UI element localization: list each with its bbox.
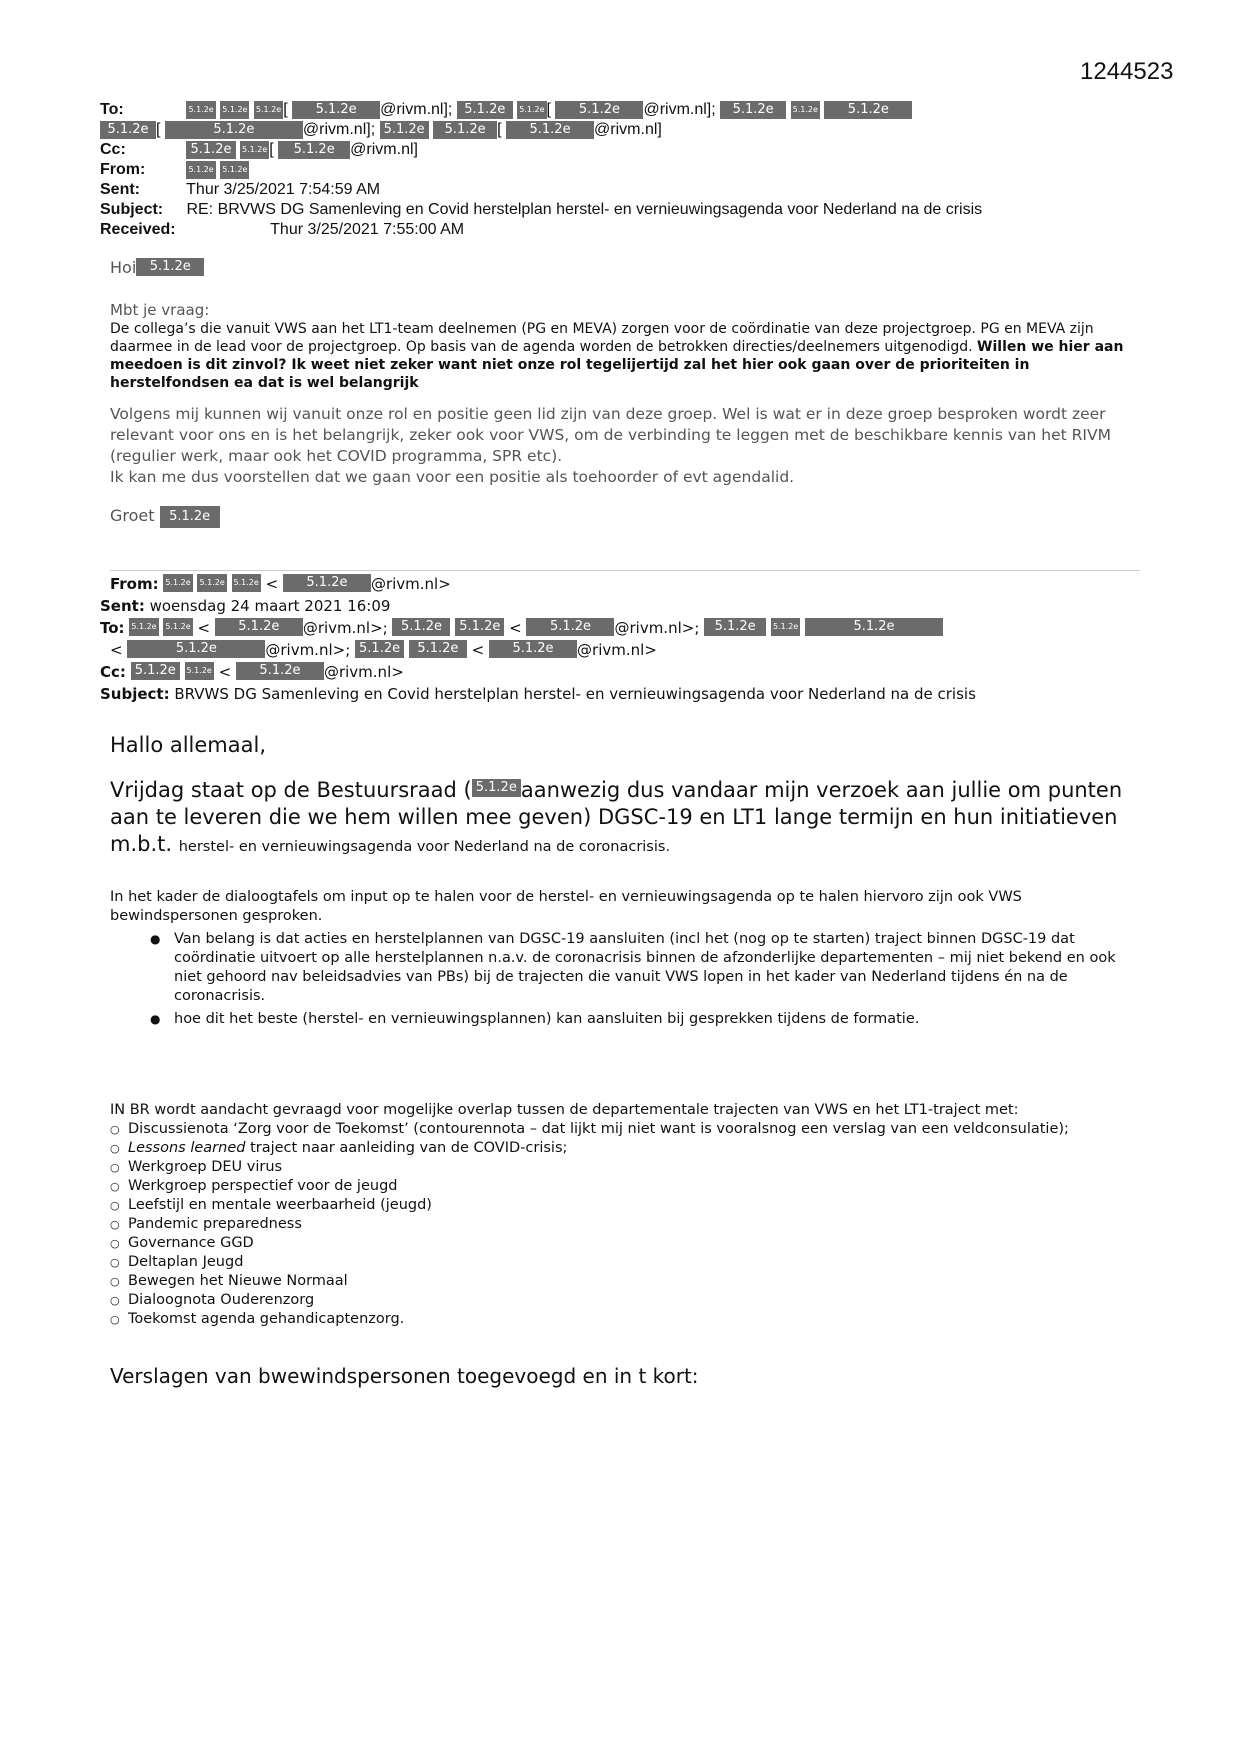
sent-label: Sent:: [100, 181, 140, 198]
angle-bracket: <: [471, 641, 485, 659]
redaction: 5.1.2e: [771, 618, 800, 636]
redaction: 5.1.2e: [186, 101, 215, 119]
question-intro: Mbt je vraag:: [110, 301, 210, 319]
angle-bracket: <: [509, 619, 522, 637]
redaction: 5.1.2e: [220, 101, 249, 119]
list-item: ○ Pandemic preparedness: [110, 1215, 1140, 1234]
redaction: 5.1.2e: [278, 141, 350, 159]
intro-text-b: aanwezig dus vandaar mijn verzoek aan jullie om punten aan te leveren die we hem willen mee geven) DGSC-19 en LT1 lange termijn en hun initiatieven m.b.t.: [110, 778, 1123, 856]
salutation: Hallo allemaal,: [110, 733, 267, 757]
redaction: 5.1.2e: [127, 640, 265, 658]
redaction: 5.1.2e: [254, 101, 283, 119]
fwd-sent-value: woensdag 24 maart 2021 16:09: [149, 597, 391, 615]
redaction: 5.1.2e: [186, 161, 215, 179]
redaction: 5.1.2e: [131, 662, 180, 680]
redaction: 5.1.2e: [555, 101, 643, 119]
cc-row: [100, 140, 982, 160]
redaction: 5.1.2e: [392, 618, 450, 636]
context-paragraph: In het kader de dialoogtafels om input op te halen voor de herstel- en vernieuwingsagenda op te halen hiervoro zijn ook VWS bewindspersonen gesproken.: [110, 889, 1022, 924]
received-value: Thur 3/25/2021 7:55:00 AM: [270, 221, 465, 238]
email-domain: @rivm.nl>;: [265, 641, 351, 659]
email-domain: @rivm.nl>;: [302, 619, 388, 637]
list-item: ○ Bewegen het Nieuwe Normaal: [110, 1272, 1140, 1291]
redaction: 5.1.2e: [472, 779, 521, 797]
redaction: 5.1.2e: [129, 618, 158, 636]
redaction: 5.1.2e: [433, 121, 497, 139]
email-domain: @rivm.nl>;: [614, 619, 700, 637]
closing-text: Groet: [110, 506, 155, 525]
bracket: [: [156, 121, 161, 138]
redaction: 5.1.2e: [704, 618, 766, 636]
intro-text-a: Vrijdag staat op de Bestuursraad (: [110, 778, 472, 802]
answer-paragraph-2: Ik kan me dus voorstellen dat we gaan voor een positie als toehoorder of evt agendalid.: [110, 468, 795, 486]
italic-prefix: Lessons learned: [128, 1140, 246, 1156]
redaction: 5.1.2e: [791, 101, 820, 119]
list-item: ○ Werkgroep perspectief voor de jeugd: [110, 1177, 1140, 1196]
redaction: 5.1.2e: [215, 618, 303, 636]
quoted-question-bold: Willen we hier aan meedoen is dit zinvol? Ik weet niet zeker want niet onze rol tegelijertijd zal het hier ook gaan over de prioriteiten in herstelfondsen ea dat is wel belangrijk: [110, 339, 1124, 391]
bracket: [: [283, 101, 288, 118]
sent-value: Thur 3/25/2021 7:54:59 AM: [186, 181, 381, 198]
separator-line: [110, 570, 1140, 571]
from-label: From:: [100, 161, 146, 178]
forwarded-header: [100, 573, 976, 705]
sent-row: [100, 180, 982, 200]
email-domain: @rivm.nl>: [577, 641, 657, 659]
list-item: ○ Governance GGD: [110, 1234, 1140, 1253]
intro-paragraph: [110, 777, 1140, 858]
redaction: 5.1.2e: [100, 121, 156, 139]
answer-paragraph: Volgens mij kunnen wij vanuit onze rol en positie geen lid zijn van deze groep. Wel is wat er in deze groep besproken wordt zeer relevant voor ons en is het belangrijk, zeker ook voor VWS, om de verbinding te leggen met de beschikbare kennis van het RIVM (regulier werk, maar ook het COVID programma, SPR etc).: [110, 405, 1111, 465]
email-domain: @rivm.nl]: [594, 121, 662, 138]
bracket: [: [546, 101, 551, 118]
email-domain: @rivm.nl];: [380, 101, 453, 118]
fwd-sent-label: Sent:: [100, 597, 145, 615]
redaction: 5.1.2e: [292, 101, 380, 119]
to-row-continued: [100, 120, 982, 140]
redaction: 5.1.2e: [409, 640, 467, 658]
redaction: 5.1.2e: [236, 662, 324, 680]
greeting-text: Hoi: [110, 258, 137, 277]
email-domain: @rivm.nl]: [350, 141, 418, 158]
greeting: [110, 258, 1140, 282]
list-item: ○ Deltaplan Jeugd: [110, 1253, 1140, 1272]
email-domain: @rivm.nl>: [323, 663, 404, 681]
redaction: 5.1.2e: [526, 618, 614, 636]
redaction: 5.1.2e: [232, 574, 261, 592]
received-row: [100, 220, 982, 240]
email-header: [100, 100, 982, 240]
to-row: [100, 100, 982, 120]
list-item: ● Van belang is dat acties en herstelplannen van DGSC-19 aansluiten (incl het (nog op te starten) traject binnen DGSC-19 dat coördinatie uitvoert op alle herstelplannen n.a.v. de coronacrisis binnen de afzonderlijke departementen – mij niet bekend en ook niet gehoord nav beleidsadvies van PBs) bij de trajecten die vanuit VWS lopen in het kader van Nederland tijdens én na de coronacrisis.: [150, 930, 1140, 1006]
received-label: Received:: [100, 221, 176, 238]
redaction: 5.1.2e: [186, 141, 235, 159]
angle-bracket: <: [110, 641, 123, 659]
fwd-subject-value: BRVWS DG Samenleving en Covid herstelplan herstel- en vernieuwingsagenda voor Nederland na de crisis: [174, 685, 976, 703]
redaction: 5.1.2e: [165, 121, 303, 139]
message-body: [110, 732, 1140, 1390]
redaction: 5.1.2e: [720, 101, 786, 119]
redaction: 5.1.2e: [136, 258, 204, 276]
quoted-question-text: De collega’s die vanuit VWS aan het LT1-team deelnemen (PG en MEVA) zorgen voor de coördinatie van deze projectgroep. PG en MEVA zijn daarmee in de lead voor de projectgroep. Op basis van de agenda worden de betrokken directies/deelnemers uitgenodigd.: [110, 321, 1094, 355]
redaction: 5.1.2e: [824, 101, 912, 119]
list-item: ○ Dialoognota Ouderenzorg: [110, 1291, 1140, 1310]
redaction: 5.1.2e: [489, 640, 577, 658]
redaction: 5.1.2e: [160, 506, 220, 528]
redaction: 5.1.2e: [220, 161, 249, 179]
subject-row: [100, 200, 982, 220]
email-domain: @rivm.nl>: [370, 575, 451, 593]
list-item-text: traject naar aanleiding van de COVID-crisis;: [250, 1140, 568, 1156]
redaction: 5.1.2e: [185, 662, 214, 680]
bullet-list: [150, 930, 1140, 1029]
fwd-cc-row: [100, 661, 976, 683]
fwd-to-row: [100, 617, 976, 639]
document-id: 1244523: [1080, 58, 1174, 85]
fwd-subject-row: [100, 683, 976, 705]
fwd-cc-label: Cc:: [100, 663, 126, 681]
overlap-list: [110, 1120, 1140, 1329]
redaction: 5.1.2e: [457, 101, 513, 119]
list-item: [110, 1139, 1140, 1158]
list-item: ○ Toekomst agenda gehandicaptenzorg.: [110, 1310, 1140, 1329]
fwd-from-row: [100, 573, 976, 595]
redaction: 5.1.2e: [197, 574, 226, 592]
redaction: 5.1.2e: [240, 141, 269, 159]
redaction: 5.1.2e: [517, 101, 546, 119]
from-row: [100, 160, 982, 180]
redaction: 5.1.2e: [355, 640, 404, 658]
angle-bracket: <: [265, 575, 279, 593]
redaction: 5.1.2e: [163, 574, 192, 592]
intro-text-c: herstel- en vernieuwingsagenda voor Nederland na de coronacrisis.: [178, 839, 671, 855]
redaction: 5.1.2e: [163, 618, 192, 636]
fwd-from-label: From:: [110, 575, 159, 593]
fwd-to-row-continued: [100, 639, 976, 661]
to-label: To:: [100, 101, 124, 118]
overlap-paragraph: IN BR wordt aandacht gevraagd voor mogelijke overlap tussen de departementale trajecten van VWS en het LT1-traject met:: [110, 1102, 1019, 1118]
fwd-subject-label: Subject:: [100, 685, 170, 703]
fwd-to-label: To:: [100, 619, 125, 637]
bracket: [: [497, 121, 502, 138]
reply-message: [110, 258, 1140, 530]
redaction: 5.1.2e: [805, 618, 943, 636]
redaction: 5.1.2e: [506, 121, 594, 139]
list-item: ● hoe dit het beste (herstel- en vernieuwingsplannen) kan aansluiten bij gesprekken tijdens de formatie.: [150, 1010, 1140, 1029]
quoted-question: [110, 320, 1140, 392]
email-domain: @rivm.nl];: [302, 121, 376, 138]
list-item: ○ Discussienota ‘Zorg voor de Toekomst’ (contourennota – dat lijkt mij niet want is vooralsnog een verslag van een veldconsulatie);: [110, 1120, 1140, 1139]
subject-label: Subject:: [100, 201, 164, 218]
list-item: ○ Leefstijl en mentale weerbaarheid (jeugd): [110, 1196, 1140, 1215]
closing: [110, 506, 1140, 530]
subject-value: RE: BRVWS DG Samenleving en Covid herstelplan herstel- en vernieuwingsagenda voor Nederland na de crisis: [186, 201, 983, 218]
redaction: 5.1.2e: [455, 618, 504, 636]
bracket: [: [269, 141, 274, 158]
email-domain: @rivm.nl];: [643, 101, 716, 118]
angle-bracket: <: [197, 619, 211, 637]
redaction: 5.1.2e: [283, 574, 371, 592]
redaction: 5.1.2e: [380, 121, 429, 139]
angle-bracket: <: [218, 663, 232, 681]
fwd-sent-row: [100, 595, 976, 617]
cc-label: Cc:: [100, 141, 126, 158]
list-item: ○ Werkgroep DEU virus: [110, 1158, 1140, 1177]
closing-line: Verslagen van bwewindspersonen toegevoegd en in t kort:: [110, 1364, 699, 1388]
